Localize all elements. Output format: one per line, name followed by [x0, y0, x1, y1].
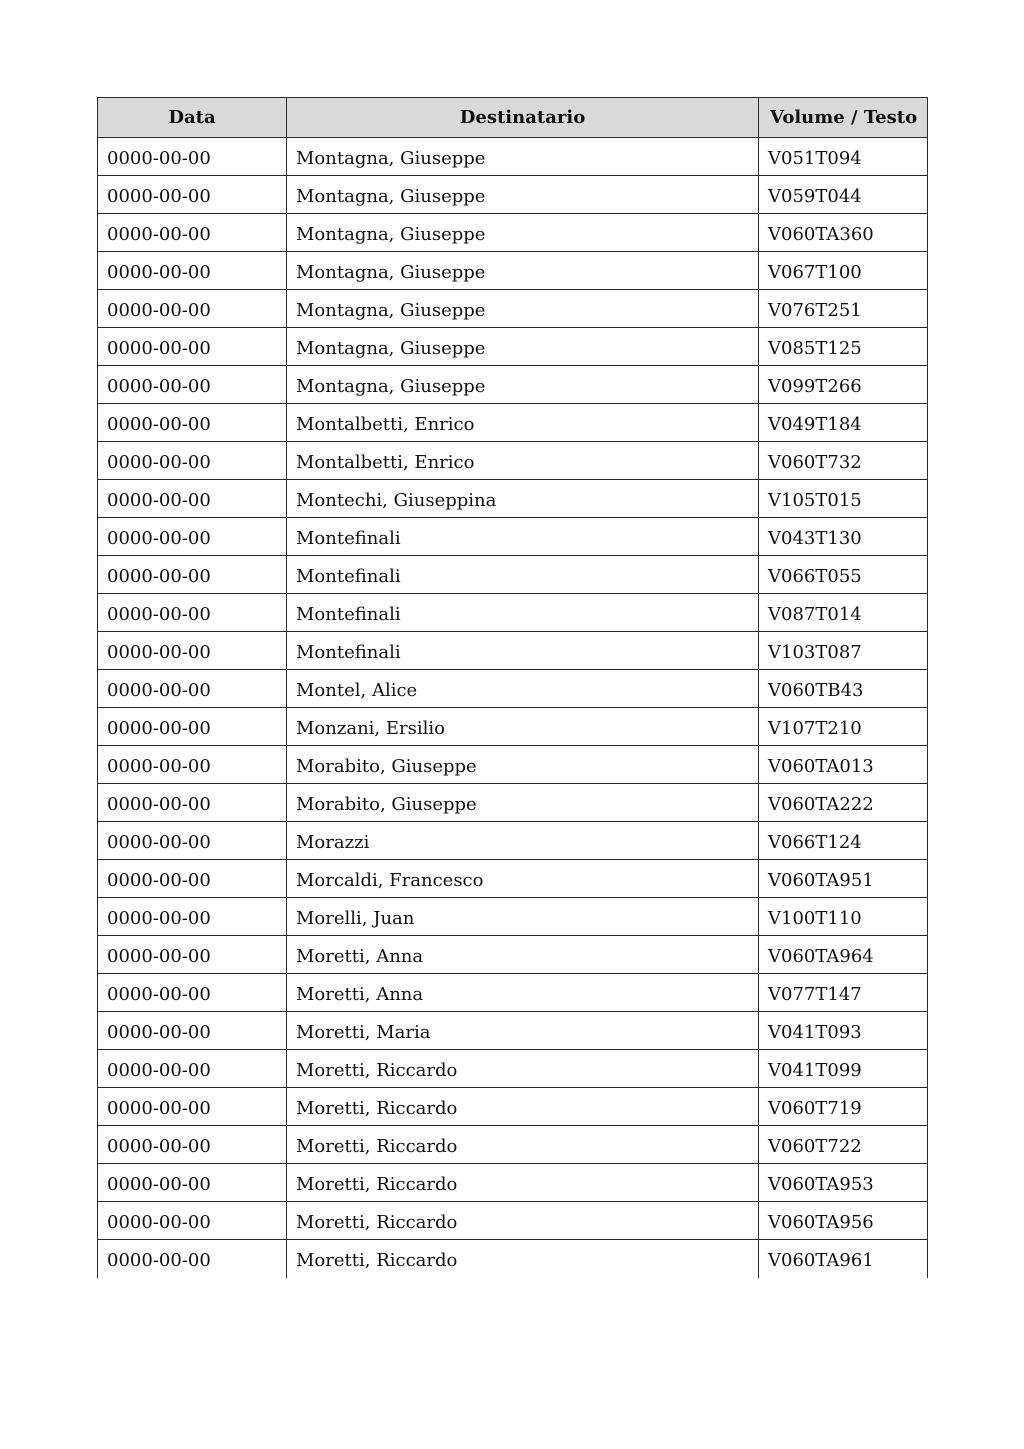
cell-date: 0000-00-00 [98, 1240, 287, 1278]
cell-date: 0000-00-00 [98, 290, 287, 328]
cell-recipient: Moretti, Riccardo [287, 1126, 759, 1164]
cell-date: 0000-00-00 [98, 214, 287, 252]
cell-date: 0000-00-00 [98, 1050, 287, 1088]
cell-volume: V060TA222 [759, 784, 928, 822]
table-row [98, 936, 928, 974]
cell-recipient: Montechi, Giuseppina [287, 480, 759, 518]
cell-date: 0000-00-00 [98, 442, 287, 480]
cell-recipient: Morelli, Juan [287, 898, 759, 936]
cell-recipient: Montagna, Giuseppe [287, 252, 759, 290]
table-row [98, 898, 928, 936]
table-row [98, 1126, 928, 1164]
cell-date: 0000-00-00 [98, 898, 287, 936]
cell-recipient: Moretti, Anna [287, 936, 759, 974]
table-row [98, 1202, 928, 1240]
cell-recipient: Moretti, Anna [287, 974, 759, 1012]
cell-volume: V077T147 [759, 974, 928, 1012]
column-header-recipient: Destinatario [287, 98, 759, 138]
cell-volume: V060TA953 [759, 1164, 928, 1202]
table-row [98, 746, 928, 784]
cell-date: 0000-00-00 [98, 822, 287, 860]
cell-volume: V099T266 [759, 366, 928, 404]
cell-recipient: Montefinali [287, 632, 759, 670]
cell-recipient: Montagna, Giuseppe [287, 290, 759, 328]
table-row [98, 594, 928, 632]
table-row [98, 1240, 928, 1278]
table-row [98, 784, 928, 822]
cell-volume: V060TB43 [759, 670, 928, 708]
cell-volume: V105T015 [759, 480, 928, 518]
table-row [98, 632, 928, 670]
cell-recipient: Morabito, Giuseppe [287, 784, 759, 822]
table-row [98, 1050, 928, 1088]
cell-recipient: Montagna, Giuseppe [287, 176, 759, 214]
cell-volume: V103T087 [759, 632, 928, 670]
cell-recipient: Moretti, Riccardo [287, 1240, 759, 1278]
cell-date: 0000-00-00 [98, 670, 287, 708]
cell-date: 0000-00-00 [98, 936, 287, 974]
table-row [98, 556, 928, 594]
cell-date: 0000-00-00 [98, 518, 287, 556]
cell-volume: V060TA951 [759, 860, 928, 898]
cell-recipient: Morcaldi, Francesco [287, 860, 759, 898]
cell-volume: V076T251 [759, 290, 928, 328]
table-row [98, 404, 928, 442]
cell-date: 0000-00-00 [98, 328, 287, 366]
cell-recipient: Montagna, Giuseppe [287, 138, 759, 176]
cell-recipient: Montefinali [287, 556, 759, 594]
cell-date: 0000-00-00 [98, 556, 287, 594]
cell-date: 0000-00-00 [98, 1126, 287, 1164]
cell-recipient: Montagna, Giuseppe [287, 214, 759, 252]
cell-date: 0000-00-00 [98, 138, 287, 176]
table-row [98, 860, 928, 898]
cell-date: 0000-00-00 [98, 1164, 287, 1202]
cell-date: 0000-00-00 [98, 784, 287, 822]
cell-date: 0000-00-00 [98, 594, 287, 632]
cell-date: 0000-00-00 [98, 404, 287, 442]
cell-recipient: Morabito, Giuseppe [287, 746, 759, 784]
letters-table-container [97, 97, 927, 1278]
table-row [98, 252, 928, 290]
cell-volume: V107T210 [759, 708, 928, 746]
table-row [98, 708, 928, 746]
cell-volume: V060TA961 [759, 1240, 928, 1278]
table-row [98, 974, 928, 1012]
cell-recipient: Montel, Alice [287, 670, 759, 708]
table-row [98, 822, 928, 860]
cell-date: 0000-00-00 [98, 176, 287, 214]
cell-date: 0000-00-00 [98, 252, 287, 290]
table-row [98, 442, 928, 480]
cell-date: 0000-00-00 [98, 480, 287, 518]
column-header-date: Data [98, 98, 287, 138]
cell-date: 0000-00-00 [98, 632, 287, 670]
cell-volume: V060T732 [759, 442, 928, 480]
cell-volume: V085T125 [759, 328, 928, 366]
cell-volume: V067T100 [759, 252, 928, 290]
cell-recipient: Moretti, Riccardo [287, 1202, 759, 1240]
cell-recipient: Morazzi [287, 822, 759, 860]
cell-volume: V049T184 [759, 404, 928, 442]
table-row [98, 670, 928, 708]
header-row [98, 98, 928, 138]
table-row [98, 480, 928, 518]
cell-recipient: Montalbetti, Enrico [287, 442, 759, 480]
cell-date: 0000-00-00 [98, 974, 287, 1012]
cell-volume: V066T055 [759, 556, 928, 594]
table-row [98, 1012, 928, 1050]
cell-volume: V100T110 [759, 898, 928, 936]
cell-volume: V051T094 [759, 138, 928, 176]
cell-volume: V066T124 [759, 822, 928, 860]
cell-recipient: Montagna, Giuseppe [287, 366, 759, 404]
cell-volume: V041T093 [759, 1012, 928, 1050]
cell-volume: V059T044 [759, 176, 928, 214]
cell-volume: V060T722 [759, 1126, 928, 1164]
table-row [98, 290, 928, 328]
cell-volume: V060TA964 [759, 936, 928, 974]
table-body [98, 138, 928, 1278]
cell-recipient: Montefinali [287, 518, 759, 556]
cell-recipient: Moretti, Riccardo [287, 1050, 759, 1088]
table-row [98, 366, 928, 404]
table-row [98, 518, 928, 556]
cell-date: 0000-00-00 [98, 860, 287, 898]
cell-volume: V087T014 [759, 594, 928, 632]
table-row [98, 1164, 928, 1202]
cell-volume: V060TA956 [759, 1202, 928, 1240]
cell-recipient: Montefinali [287, 594, 759, 632]
cell-volume: V060T719 [759, 1088, 928, 1126]
cell-date: 0000-00-00 [98, 1012, 287, 1050]
table-header [98, 98, 928, 138]
table-row [98, 1088, 928, 1126]
cell-recipient: Moretti, Riccardo [287, 1164, 759, 1202]
cell-volume: V041T099 [759, 1050, 928, 1088]
table-row [98, 214, 928, 252]
cell-date: 0000-00-00 [98, 746, 287, 784]
cell-volume: V043T130 [759, 518, 928, 556]
cell-date: 0000-00-00 [98, 1088, 287, 1126]
cell-recipient: Monzani, Ersilio [287, 708, 759, 746]
letters-table [97, 97, 928, 1278]
cell-recipient: Montagna, Giuseppe [287, 328, 759, 366]
cell-recipient: Montalbetti, Enrico [287, 404, 759, 442]
cell-date: 0000-00-00 [98, 1202, 287, 1240]
cell-volume: V060TA360 [759, 214, 928, 252]
table-row [98, 328, 928, 366]
column-header-volume: Volume / Testo [759, 98, 928, 138]
cell-recipient: Moretti, Riccardo [287, 1088, 759, 1126]
cell-date: 0000-00-00 [98, 708, 287, 746]
cell-volume: V060TA013 [759, 746, 928, 784]
table-row [98, 138, 928, 176]
table-row [98, 176, 928, 214]
cell-date: 0000-00-00 [98, 366, 287, 404]
cell-recipient: Moretti, Maria [287, 1012, 759, 1050]
